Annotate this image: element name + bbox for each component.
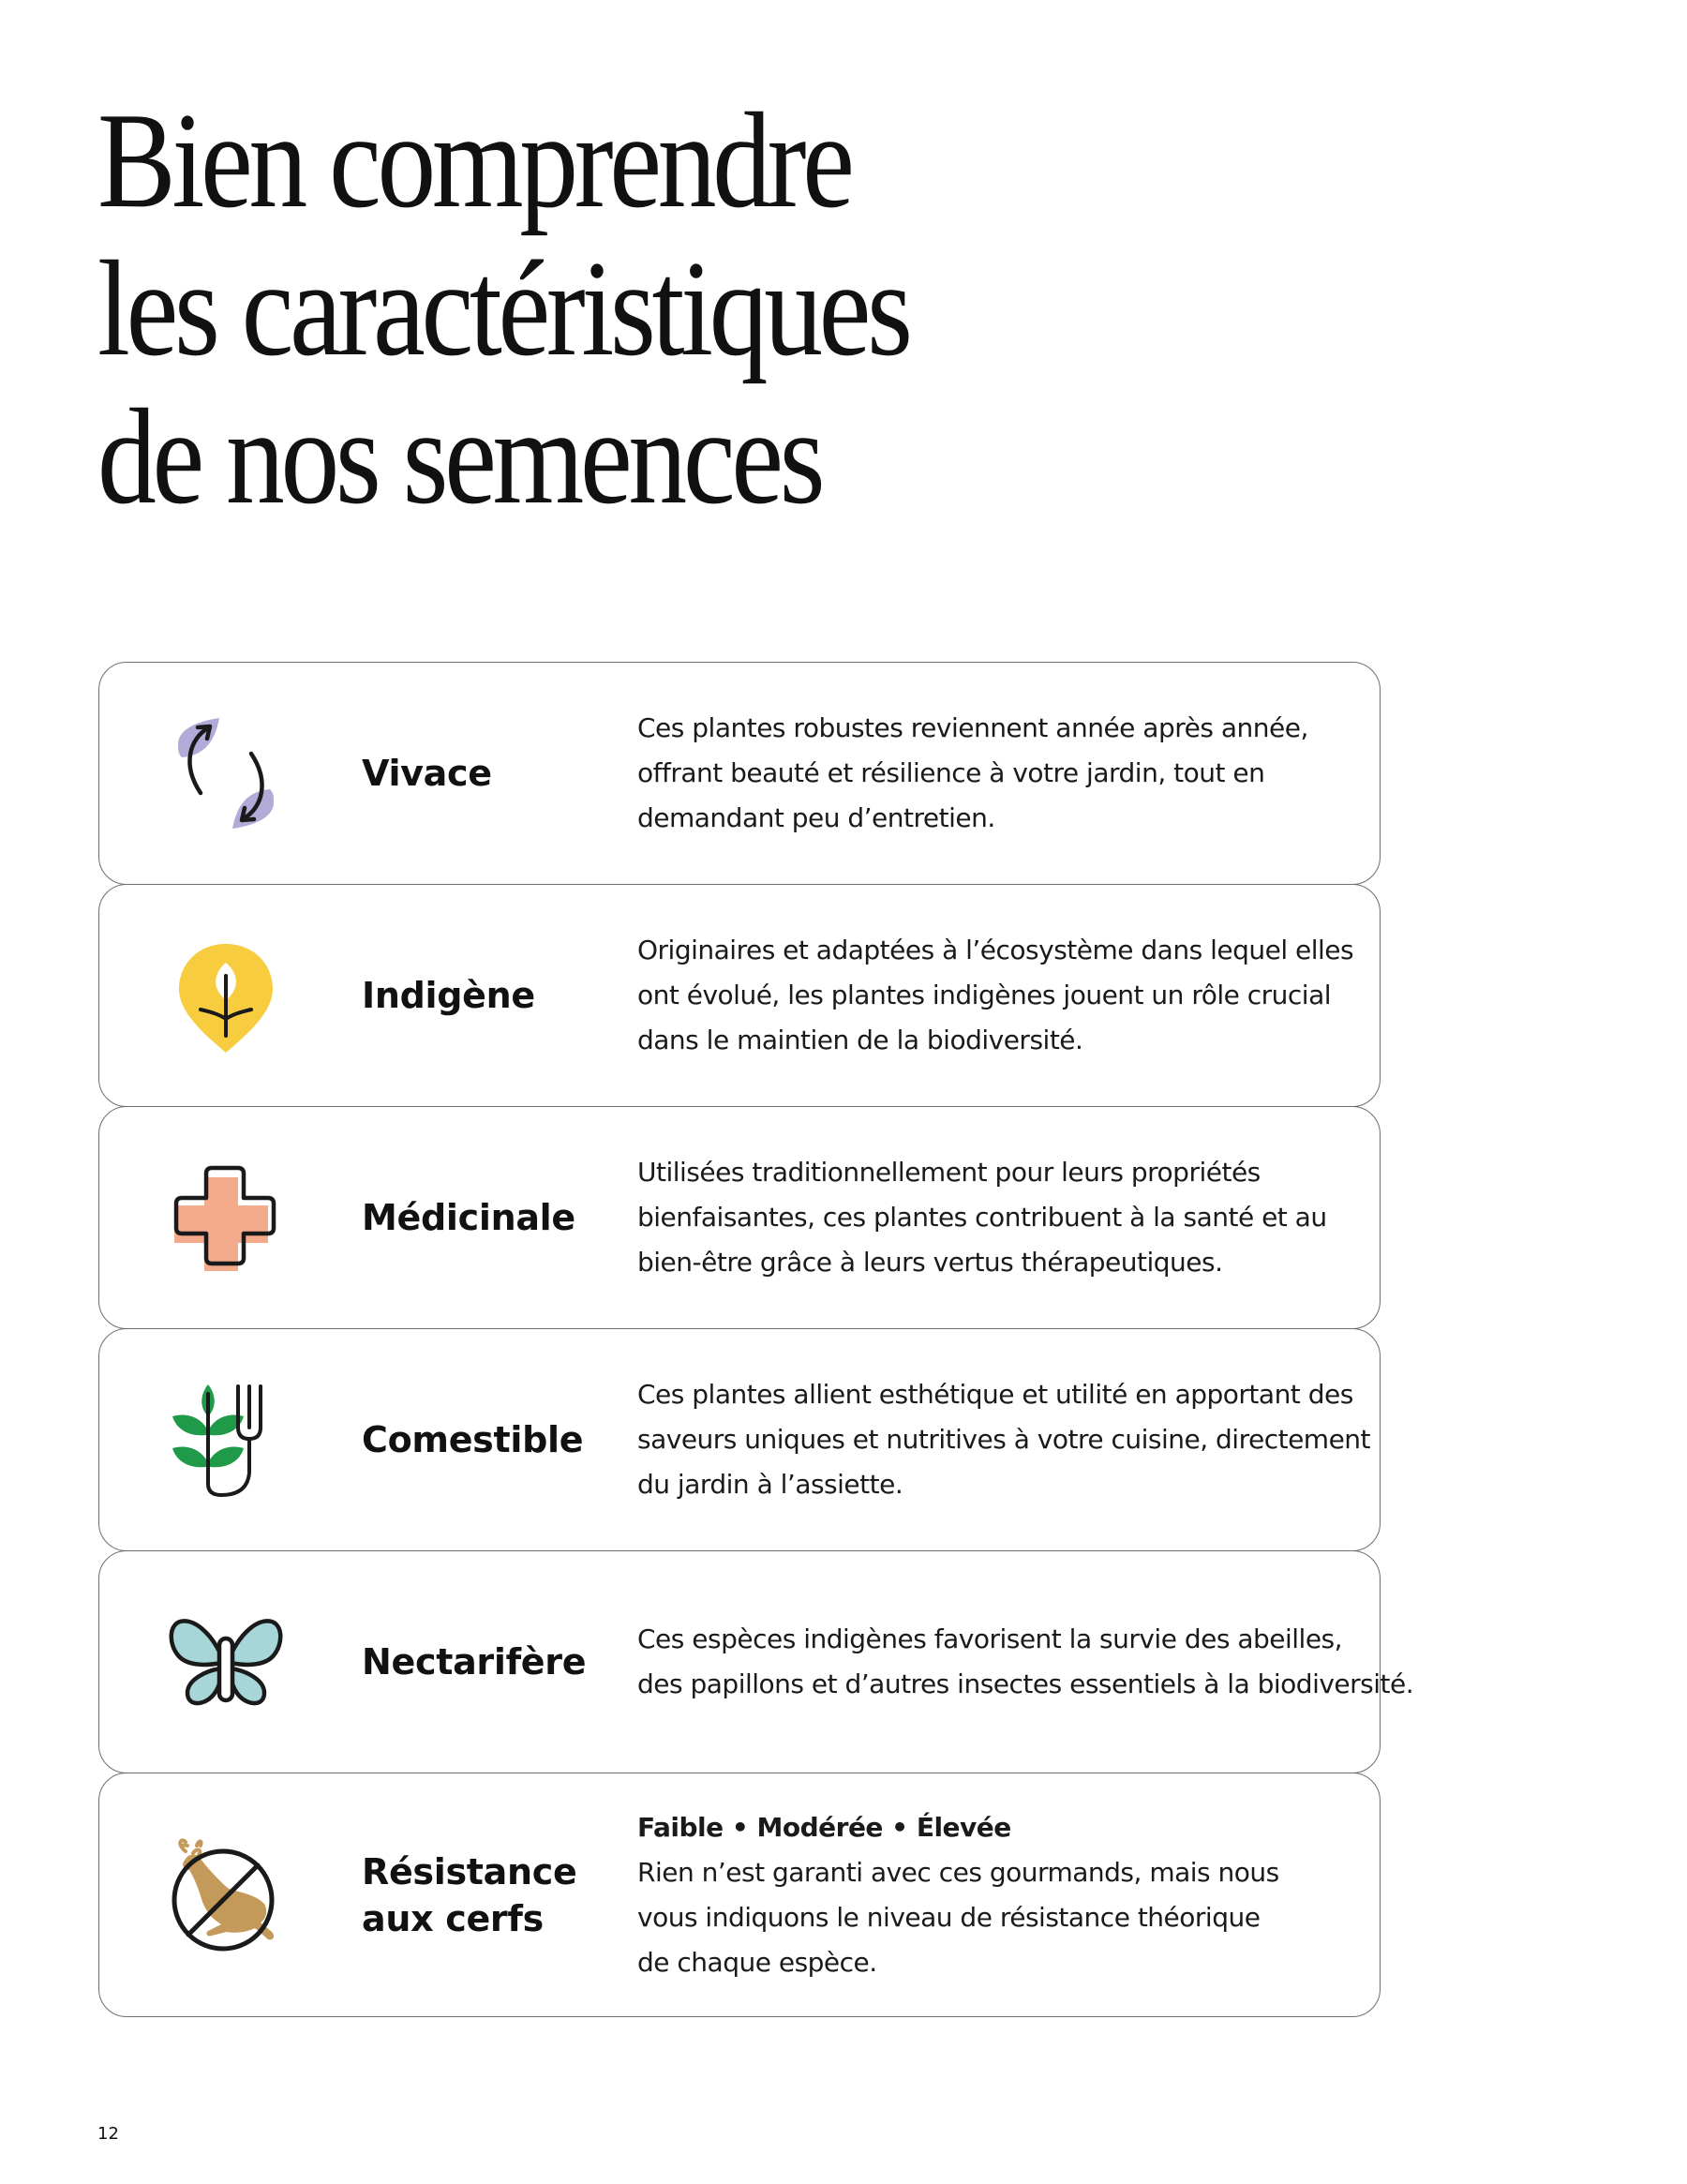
card-name-line: aux cerfs — [362, 1897, 544, 1939]
page-title — [97, 86, 909, 531]
butterfly-icon — [165, 1601, 287, 1723]
card-name-line: Nectarifère — [362, 1641, 587, 1683]
card-description — [637, 1805, 1361, 1985]
card-comestible — [98, 1328, 1381, 1551]
card-name-line: Vivace — [362, 753, 492, 794]
title-line-2: les caractéristiques — [97, 232, 909, 384]
card-description — [637, 1617, 1414, 1707]
description-line: bienfaisantes, ces plantes contribuent à la santé et au — [637, 1202, 1327, 1233]
description-line: des papillons et d’autres insectes essentiels à la biodiversité. — [637, 1668, 1414, 1699]
card-vivace — [98, 662, 1381, 885]
medical-cross-icon — [165, 1157, 287, 1279]
card-nectarifere — [98, 1550, 1414, 1773]
card-description — [637, 1150, 1361, 1285]
page-number: 12 — [97, 2124, 119, 2144]
description-line: demandant peu d’entretien. — [637, 802, 995, 833]
card-name — [362, 1194, 575, 1241]
no-deer-icon — [165, 1834, 287, 1956]
card-description — [637, 706, 1361, 841]
characteristics-list — [98, 663, 1414, 2017]
card-name-line: Médicinale — [362, 1197, 575, 1238]
description-line: bien-être grâce à leurs vertus thérapeutiques. — [637, 1247, 1223, 1278]
card-name-line: Indigène — [362, 975, 535, 1016]
description-line: Ces espèces indigènes favorisent la survie des abeilles, — [637, 1623, 1343, 1654]
card-name — [362, 972, 535, 1019]
description-line: Originaires et adaptées à l’écosystème dans lequel elles — [637, 935, 1354, 965]
description-line: dans le maintien de la biodiversité. — [637, 1025, 1083, 1055]
location-sprout-icon — [165, 935, 287, 1056]
plant-fork-icon — [165, 1379, 287, 1501]
description-line: du jardin à l’assiette. — [637, 1469, 903, 1500]
card-name-line: Comestible — [362, 1419, 584, 1460]
card-name — [362, 1638, 586, 1685]
title-line-3: de nos semences — [97, 381, 822, 532]
resistance-levels: Faible • Modérée • Élevée — [637, 1811, 1011, 1843]
card-name-line: Résistance — [362, 1850, 577, 1892]
cycle-leaves-icon — [165, 712, 287, 834]
description-line: Rien n’est garanti avec ces gourmands, mais nous — [637, 1856, 1279, 1888]
card-resistance-cerfs — [98, 1773, 1381, 2017]
card-name — [362, 750, 492, 797]
description-line: Ces plantes robustes reviennent année après année, — [637, 712, 1308, 743]
card-description — [637, 1372, 1371, 1507]
description-line: Ces plantes allient esthétique et utilité en apportant des — [637, 1379, 1353, 1410]
description-line: de chaque espèce. — [637, 1946, 877, 1978]
description-line: ont évolué, les plantes indigènes jouent un rôle crucial — [637, 980, 1332, 1010]
card-indigene — [98, 884, 1381, 1107]
card-name — [362, 1848, 576, 1942]
description-line: Utilisées traditionnellement pour leurs propriétés — [637, 1157, 1261, 1188]
description-line: offrant beauté et résilience à votre jardin, tout en — [637, 757, 1265, 788]
title-line-1: Bien comprendre — [97, 84, 851, 236]
description-line: vous indiquons le niveau de résistance théorique — [637, 1901, 1261, 1933]
card-medicinale — [98, 1106, 1381, 1329]
card-description — [637, 928, 1361, 1063]
description-line: saveurs uniques et nutritives à votre cuisine, directement — [637, 1424, 1371, 1455]
card-name — [362, 1416, 583, 1463]
